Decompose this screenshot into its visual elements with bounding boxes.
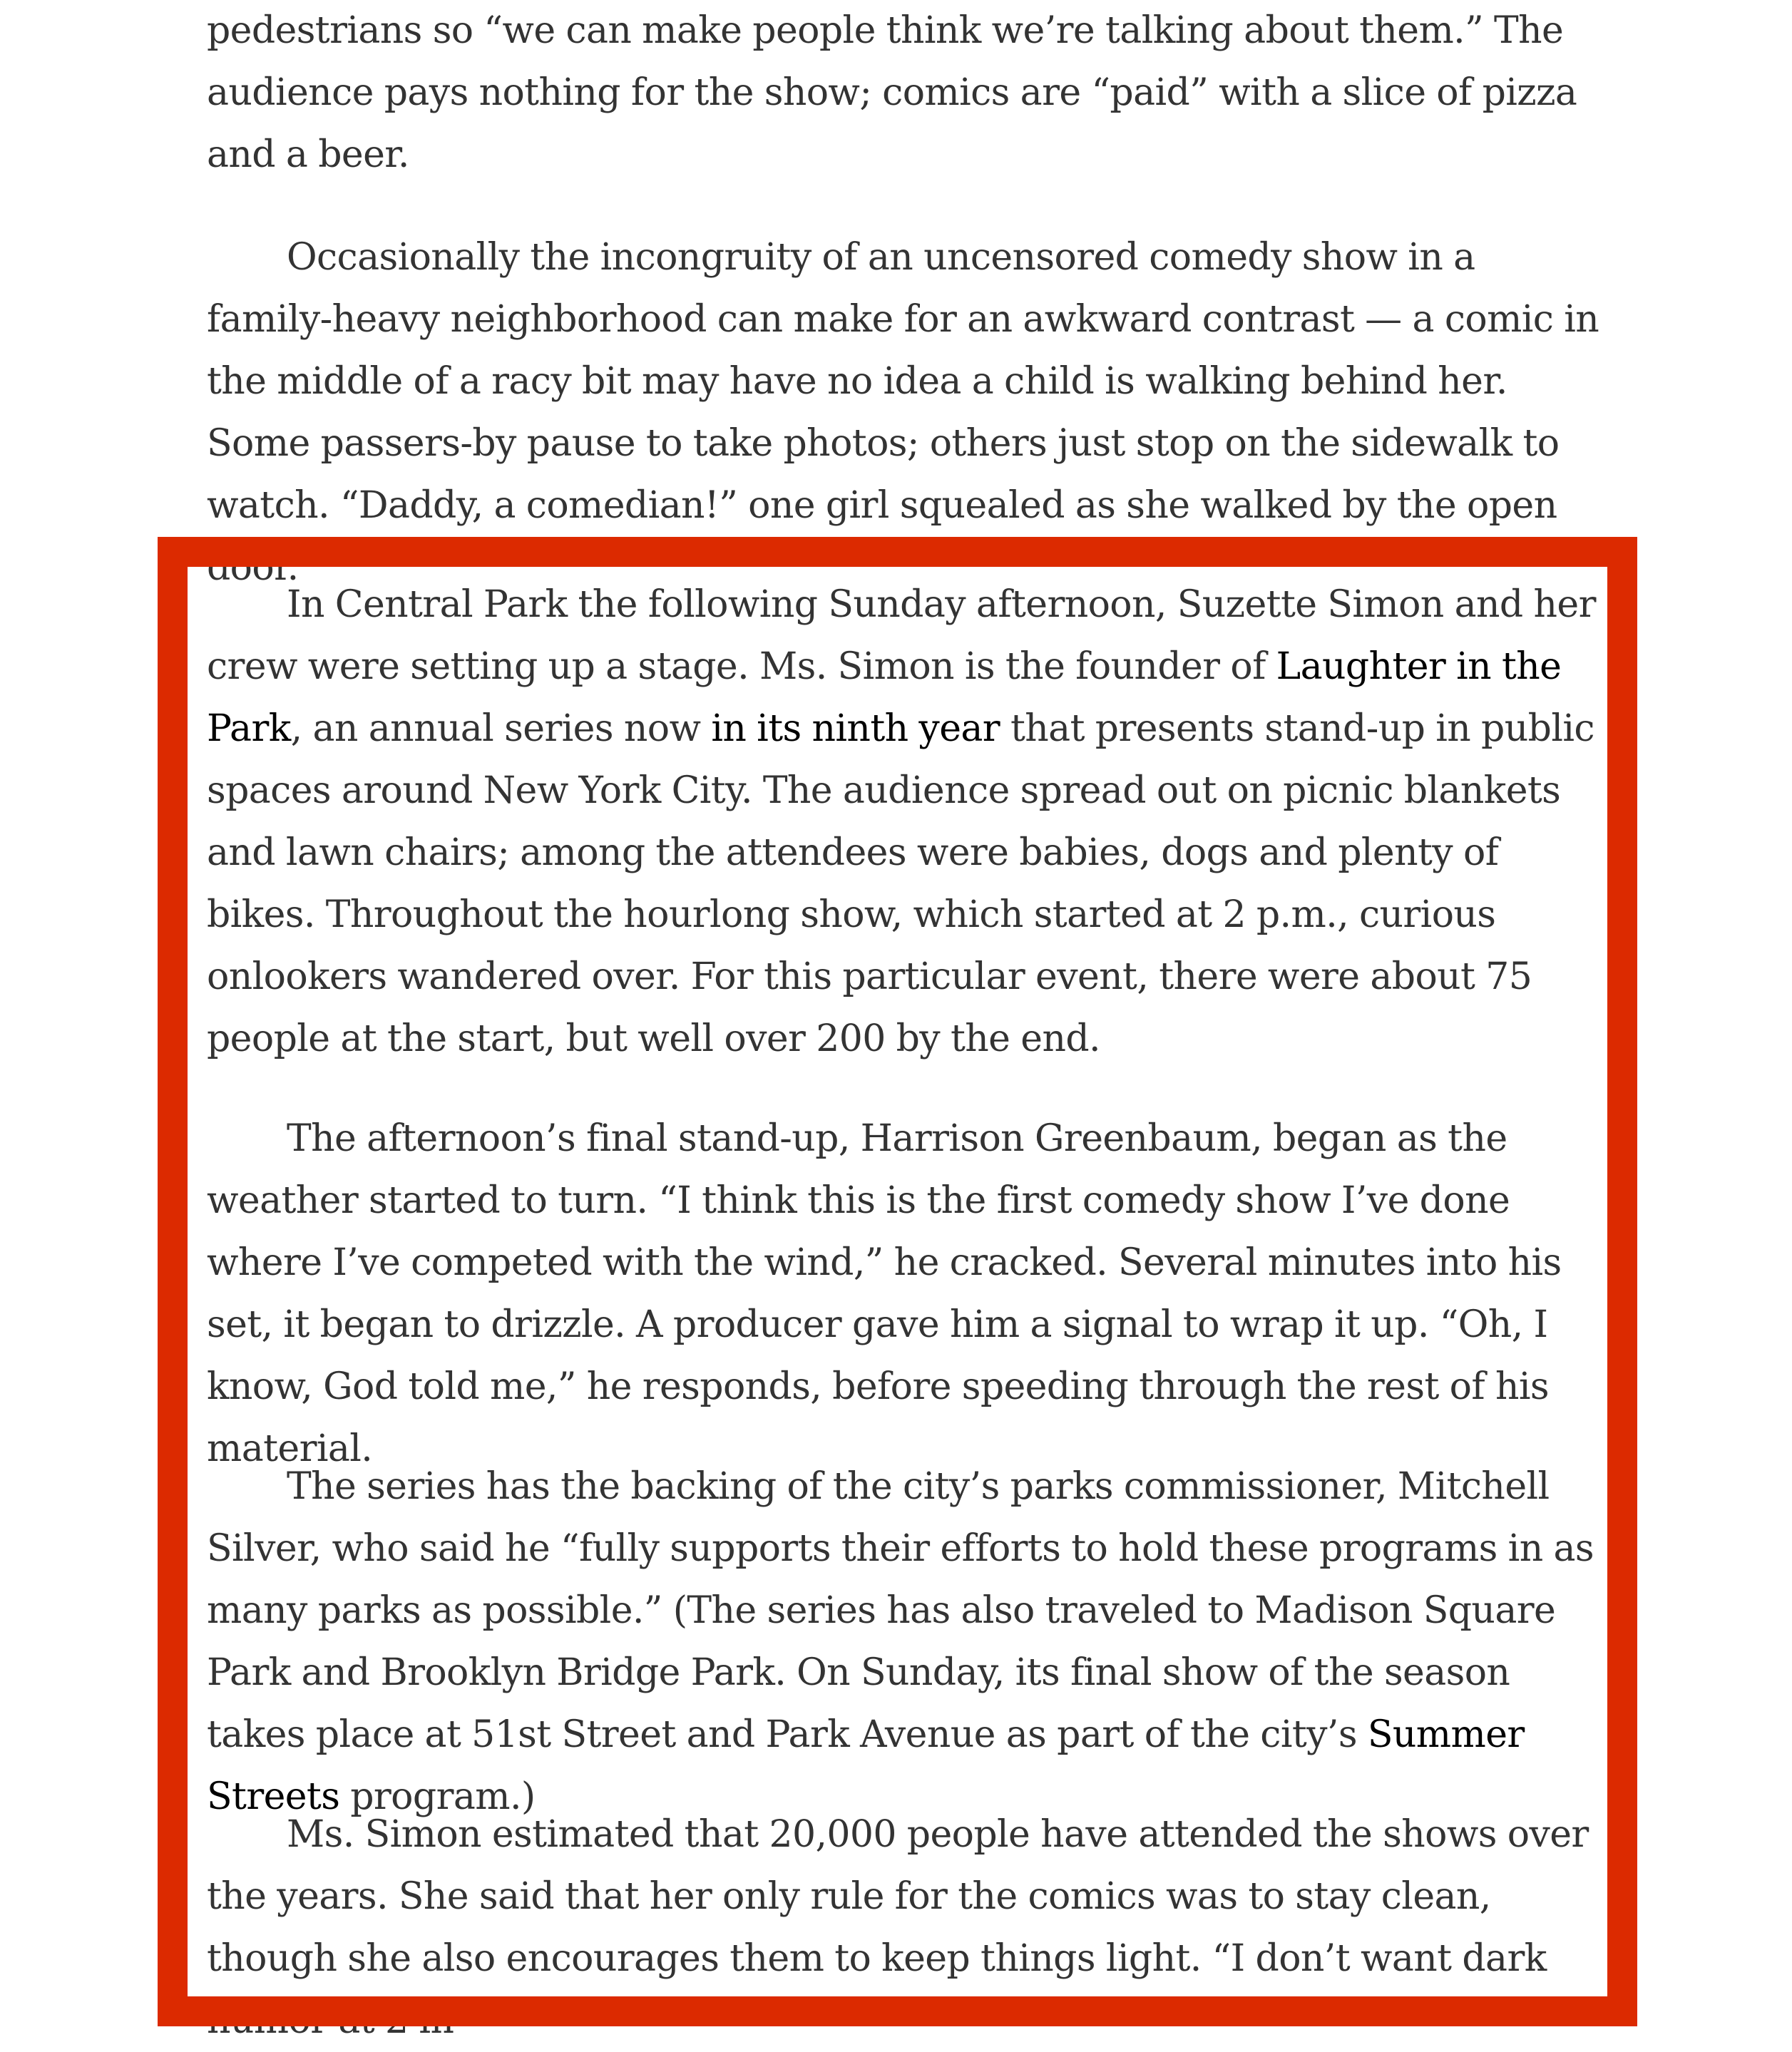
paragraph-pedestrians — [207, 0, 1604, 186]
ninth-year-link[interactable]: in its ninth year — [711, 707, 1000, 750]
paragraph-text: , an annual series now — [290, 707, 712, 750]
summer-streets-link[interactable]: Summer Streets — [207, 1713, 1525, 1818]
paragraph-text: that presents stand-up in public spaces around New York City. The audience spread out on picnic blankets and lawn chairs; among the attendees were babies, dogs and plenty of bikes. Throughout the hourlong show, which started at 2 p.m., curious onlookers wandered over. For this particular event, there were about 75 people at the start, but well over 200 by the end. — [207, 707, 1594, 1060]
paragraph-text: In Central Park the following Sunday afternoon, Suzette Simon and her crew were setting up a stage. Ms. Simon is the founder of — [207, 583, 1596, 688]
paragraph-greenbaum — [207, 1108, 1604, 1480]
paragraph-text: Occasionally the incongruity of an uncensored comedy show in a family-heavy neighborhood can make for an awkward contrast — a comic in the middle of a racy bit may have no idea a child is walking behind her. Some passers-by pause to take photos; others just stop on the sidewalk to watch. “Daddy, a comedian!” one girl squealed as she walked by the open door. — [207, 236, 1599, 589]
paragraph-simon-estimate — [207, 1804, 1604, 2052]
paragraph-text: Ms. Simon estimated that 20,000 people have attended the shows over the years. She said that her only rule for the comics was to stay clean, though she also encourages them to keep things light. “I don’t want dark humor at 2 in — [207, 1813, 1589, 2042]
paragraph-text: The series has the backing of the city’s parks commissioner, Mitchell Silver, who said he “fully supports their efforts to hold these programs in as many parks as possible.” (The series has also traveled to Madison Square Park and Brooklyn Bridge Park. On Sunday, its final show of the season takes place at 51st Street and Park Avenue as part of the city’s — [207, 1465, 1594, 1756]
paragraph-central-park — [207, 574, 1604, 1070]
paragraph-text: The afternoon’s final stand-up, Harrison Greenbaum, began as the weather started to turn. “I think this is the first comedy show I’ve done where I’ve competed with the wind,” he cracked. Several minutes into his set, it began to drizzle. A producer gave him a signal to wrap it up. “Oh, I know, God told me,” he responds, before speeding through the rest of his material. — [207, 1117, 1562, 1470]
paragraph-text: pedestrians so “we can make people think we’re talking about them.” The audience pays nothing for the show; comics are “paid” with a slice of pizza and a beer. — [207, 9, 1577, 176]
paragraph-parks-commissioner — [207, 1456, 1604, 1828]
laughter-in-the-park-link[interactable]: Laughter in the Park — [207, 645, 1562, 750]
paragraph-text: program.) — [339, 1775, 536, 1818]
paragraph-incongruity — [207, 227, 1604, 599]
